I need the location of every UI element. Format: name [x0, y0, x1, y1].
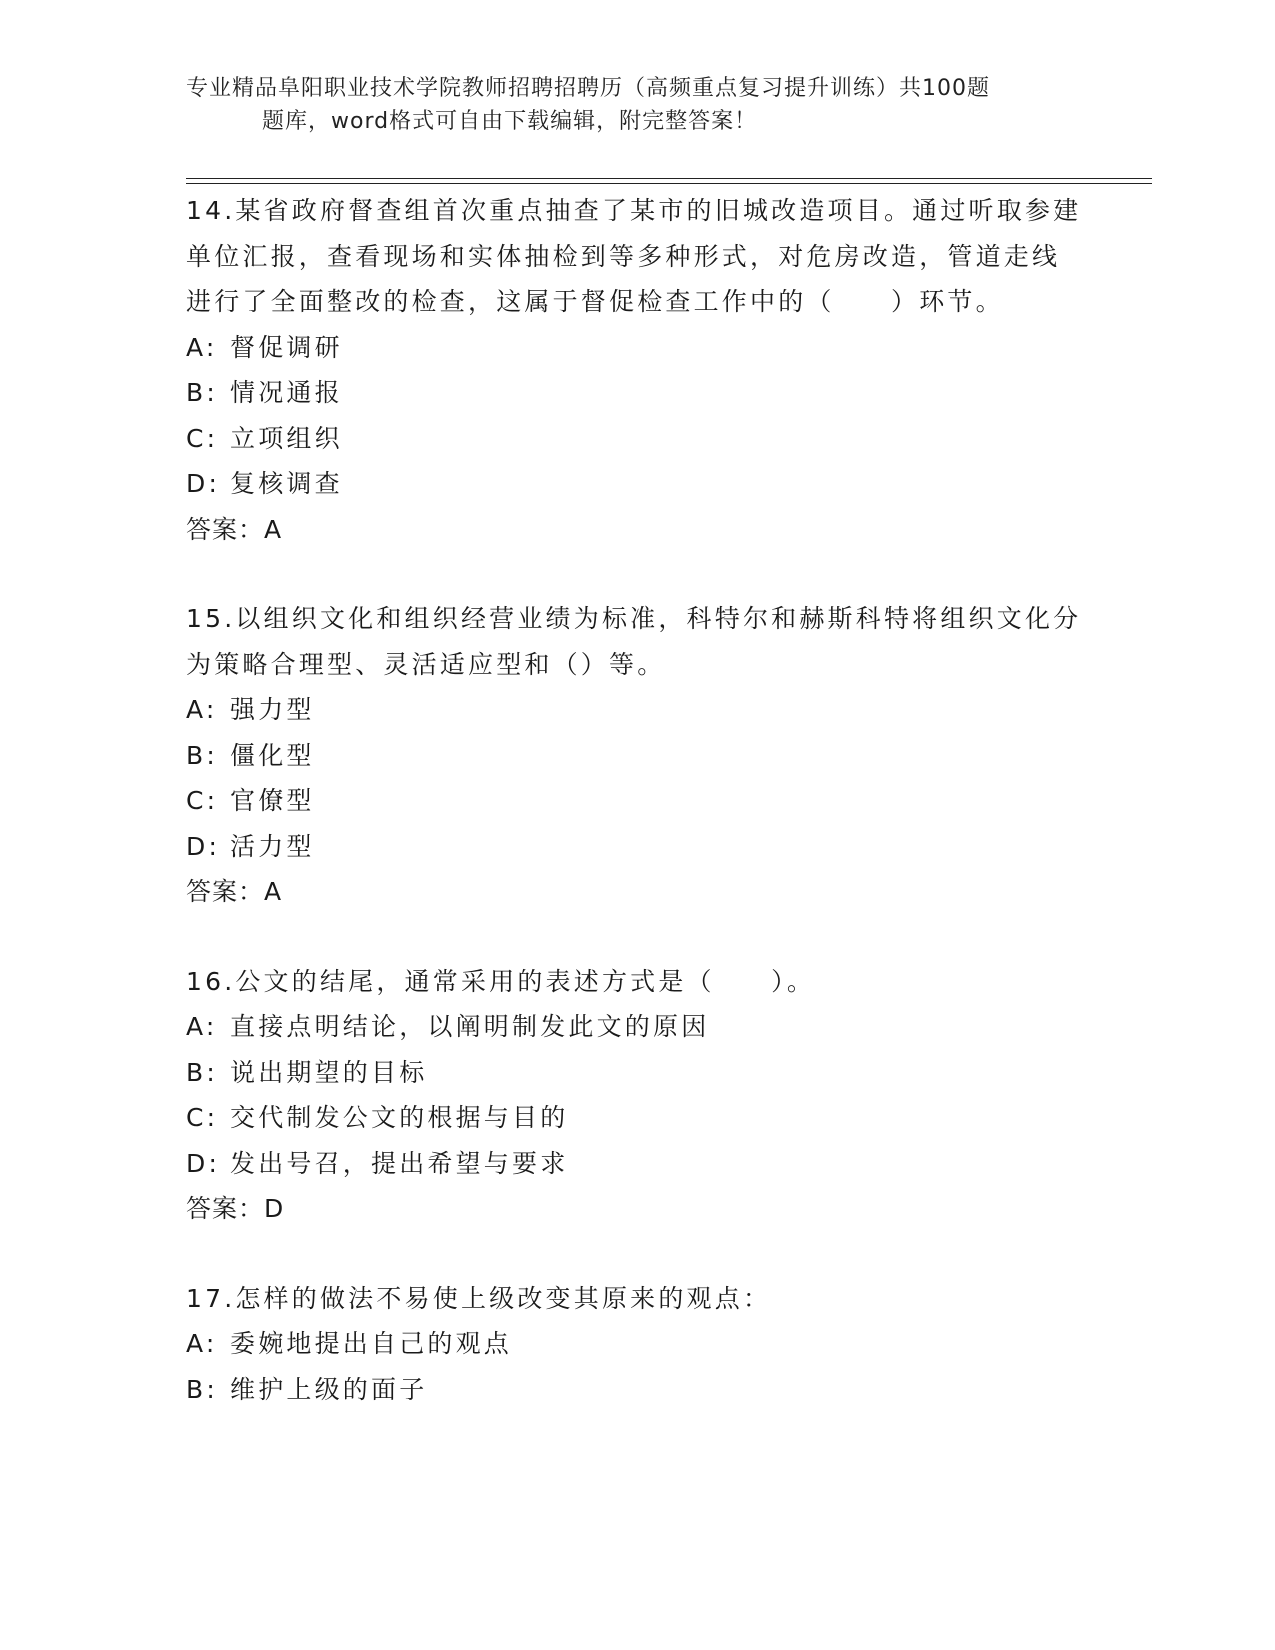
option-a: A: 督促调研 [186, 332, 343, 362]
header-line-1: 专业精品阜阳职业技术学院教师招聘招聘历（高频重点复习提升训练）共100题 [186, 76, 990, 101]
header-line-2: 题库，word格式可自由下载编辑，附完整答案！ [262, 109, 758, 134]
question-text: 15.以组织文化和组织经营业绩为标准，科特尔和赫斯科特将组织文化分为策略合理型、灵活适应型和（）等。 [186, 604, 1082, 679]
question-list [186, 188, 1086, 1412]
question-14 [186, 188, 1086, 552]
header-divider-top [186, 178, 1152, 179]
option-d: D: 发出号召，提出希望与要求 [186, 1148, 569, 1178]
question-text: 17.怎样的做法不易使上级改变其原来的观点： [186, 1283, 772, 1313]
answer: 答案：D [186, 1194, 285, 1223]
option-c: C: 立项组织 [186, 423, 343, 453]
answer: 答案：A [186, 514, 283, 544]
option-d: D: 活力型 [186, 831, 315, 861]
option-b: B: 情况通报 [186, 378, 343, 407]
header-divider-bottom [186, 183, 1152, 184]
option-d: D: 复核调查 [186, 469, 343, 498]
option-a: A: 直接点明结论，以阐明制发此文的原因 [186, 1012, 710, 1041]
question-16 [186, 959, 1086, 1232]
question-15 [186, 596, 1086, 915]
question-text: 14.某省政府督查组首次重点抽查了某市的旧城改造项目。通过听取参建单位汇报，查看现场和实体抽检到等多种形式，对危房改造，管道走线进行了全面整改的检查，这属于督促检查工作中的（ ）环节。 [186, 196, 1082, 316]
option-b: B: 说出期望的目标 [186, 1057, 428, 1087]
question-text: 16.公文的结尾，通常采用的表述方式是（ ）。 [186, 966, 816, 996]
option-c: C: 官僚型 [186, 786, 315, 815]
option-b: B: 僵化型 [186, 740, 315, 770]
answer: 答案：A [186, 877, 283, 906]
question-17 [186, 1276, 1086, 1413]
option-b: B: 维护上级的面子 [186, 1374, 428, 1404]
option-a: A: 委婉地提出自己的观点 [186, 1329, 513, 1358]
option-c: C: 交代制发公文的根据与目的 [186, 1103, 569, 1132]
document-header [186, 72, 1066, 138]
option-a: A: 强力型 [186, 695, 315, 724]
